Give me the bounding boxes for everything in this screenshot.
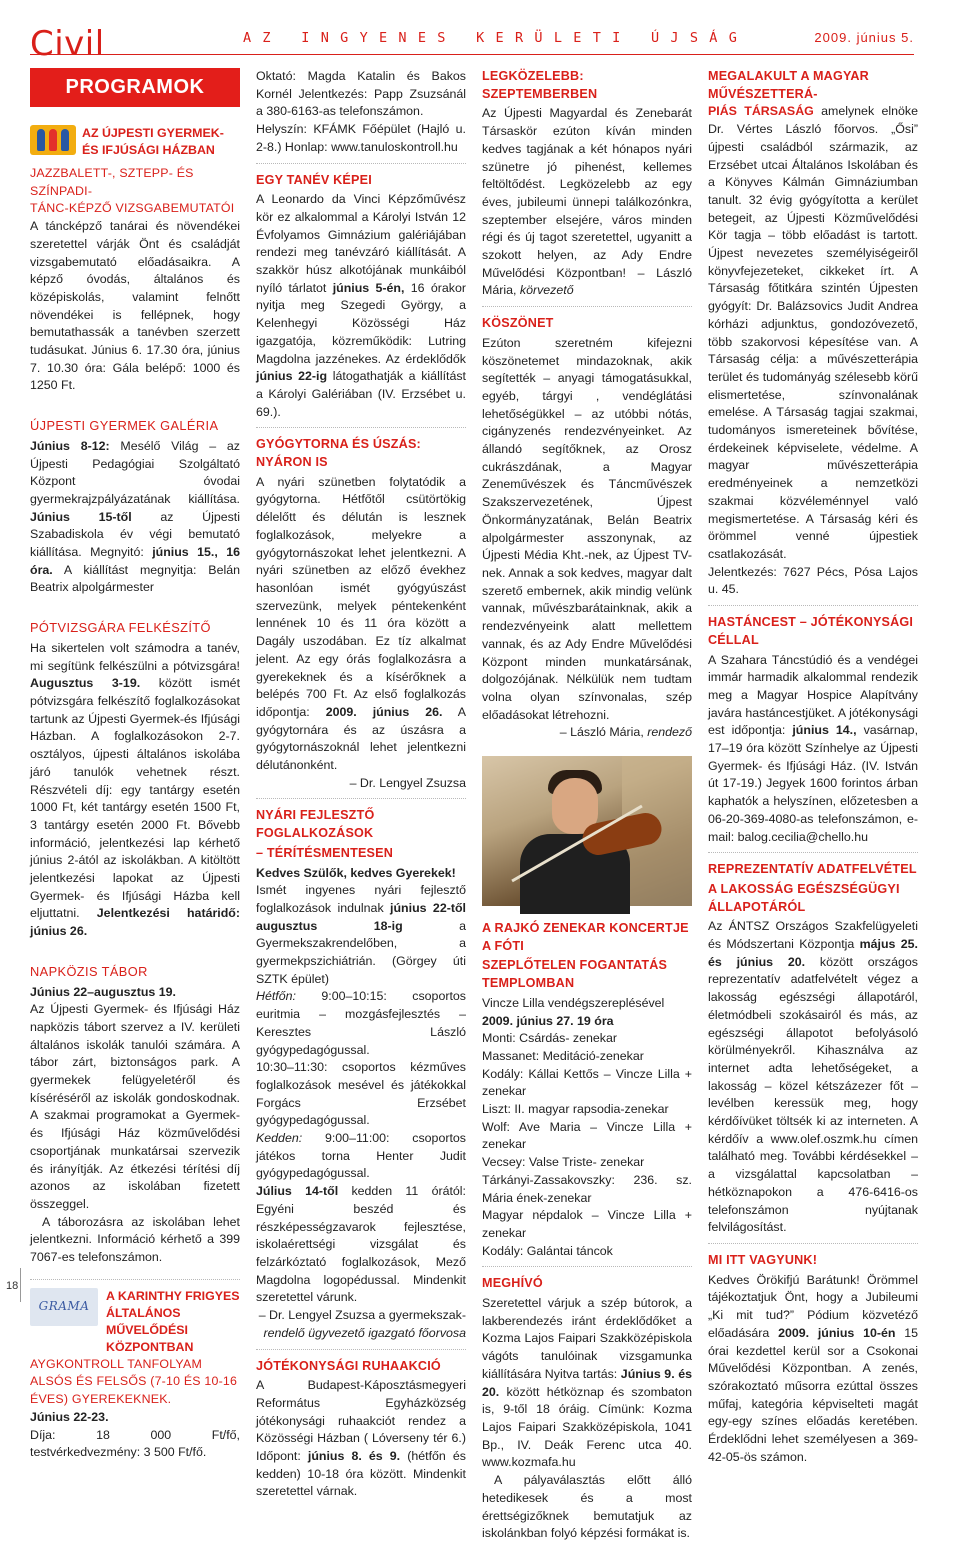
oktato-text: Oktató: Magda Katalin és Bakos Kornél Jelentkezés: Papp Zsuzsánál a 380-6163-as telefonszámon. (256, 69, 466, 119)
separator (30, 1279, 240, 1280)
violinist-photo (482, 756, 692, 906)
nyari-heading-1: NYÁRI FEJLESZTŐ FOGLALKOZÁSOK (256, 808, 375, 841)
gyogytorna-signature: – Dr. Lengyel Zsuzsa (349, 775, 466, 790)
aygkontroll-heading: AYGKONTROLL TANFOLYAM ALSÓS ÉS FELSŐS (7-10 ÉS 10-16 ÉVES) GYEREKEKNEK. (30, 1356, 238, 1407)
jatekonysagi-heading: JÓTÉKONYSÁGI RUHAAKCIÓ (256, 1358, 441, 1373)
gyermek-haz-title-line-1: AZ ÚJPESTI GYERMEK- (82, 126, 224, 140)
reprezentativ-heading-1: REPREZENTATÍV ADATFELVÉTEL (708, 862, 917, 877)
karinthy-title-line-2: ÁLTALÁNOS MŰVELŐDÉSI (106, 1305, 188, 1337)
gyogytorna-heading: GYÓGYTORNA ÉS ÚSZÁS: NYÁRON IS (256, 437, 421, 470)
gyermek-haz-heading (30, 125, 240, 159)
separator (256, 1349, 466, 1350)
aygkontroll-text: Díja: 18 000 Ft/fő, testvérkedvezmény: 3 500 Ft/fő. (30, 1427, 240, 1460)
programok-banner (30, 68, 240, 107)
list-item: Massanet: Meditáció-zenekar (482, 1048, 644, 1063)
rajko-date: 2009. június 27. 19 óra (482, 1013, 614, 1028)
rajko-subtitle: Vincze Lilla vendégszereplésével (482, 995, 665, 1010)
list-item: Kodály: Kállai Kettős – Vincze Lilla + zenekar (482, 1066, 692, 1099)
gyermek-haz-title-line-2: ÉS IFJÚSÁGI HÁZBAN (82, 143, 215, 157)
list-item: Magyar népdalok – Vincze Lilla + zenekar (482, 1208, 692, 1240)
egy-tanev-heading: EGY TANÉV KÉPEI (256, 172, 372, 187)
helyszin-text: Helyszín: KFÁMK Főépület (Hajló u. 2-8.) Honlap: www.tanuloskontroll.hu (256, 122, 466, 154)
nyari-text-1: Ismét ingyenes nyári fejlesztő foglalkozások indulnak június 22-től augusztus 18-ig a Gyermekszakrendelőben, a gyermekpszichiátrián. (Görgey úti SZTK épület) (256, 883, 466, 986)
list-item: Monti: Csárdás- zenekar (482, 1031, 617, 1046)
header-rule (30, 54, 914, 55)
column-1 (30, 68, 241, 1460)
page-number: 18 (6, 1280, 19, 1292)
nyari-text-2: Hétfőn: 9:00–10:15: csoportos euritmia – mozgásfejlesztés – Keresztes László gyógypedagógussal. (256, 989, 466, 1057)
separator (256, 798, 466, 799)
meghivo-text: Szeretettel várjuk a szép bútorok, a lakberendezés iránt érdeklődőket a Kozma Lajos Faipari Szakközépiskola vágóts tanulóinak vizsgamunka kiállítására Nyitva tartás: Június 9. és 20. között hétköznap és szombaton is, 9-től 18 óráig. Címünk: Kozma Lajos Faipari Szakközépiskola, 1041 Bp., IV. Deák Ferenc utca 40. www.kozmafa.hu (482, 1296, 692, 1470)
list-item: Kodály: Galántai táncok (482, 1243, 613, 1258)
aygkontroll-date: Június 22-23. (30, 1409, 109, 1424)
hastancest-text: A Szahara Táncstúdió és a vendégei immár harmadik alkalommal rendezik meg a Magyar Hospice Alapítvány javára hastáncestjüket. A jótékonysági est időpontja: június 14., vasárnap, 17–19 óra között Színhelye az Újpesti Gyermek- és Ifjúsági Ház. (IV. István út 17-19.) Jegyek 1600 forintos árban kaphatók a helyszínen, előzetesben a 06-20-369-4080-as telefonszámon, e-mail: balog.cecilia@chello.hu (708, 652, 919, 844)
separator (708, 852, 918, 853)
jazz-heading-1: JAZZBALETT-, SZTEPP- ÉS SZÍNPADI- (30, 166, 194, 198)
meghivo-heading: MEGHÍVÓ (482, 1276, 543, 1291)
separator (256, 427, 466, 428)
separator (256, 163, 466, 164)
potvizsga-heading: PÓTVIZSGÁRA FELKÉSZÍTŐ (30, 620, 211, 636)
napkozis-text-1: Az Újpesti Gyermek- és Ifjúsági Ház napközis tábort szervez a IV. kerületi általános iskolák tanulói számára. A tábor zárt, biztonságos park. A gyermekek felügyeletéről és kíséréséről az iskolák gondoskodnak. A szakmai programokat a Gyermek- és Ifjúsági Ház közművelődési csoportjának munkatársai szervezik és irányítják. Az étkezési térítési díj azonos az iskolában fizetett összeggel. (30, 1002, 240, 1211)
nyari-signature-1: – Dr. Lengyel Zsuzsa a gyermekszak- (258, 1308, 466, 1323)
page-header (0, 0, 960, 62)
reprezentativ-text: Az ÁNTSZ Országos Szakfelügyeleti és Módszertani Központja május 25. és június 20. között országos reprezentatív adatfelvételt végez a lakosság egészségi állapotáról, életmódbeli szokásairól és más, az egészségi állapotot befolyásoló körülményekről. Kihasználva az internet adta lehetőségeket, a lakosság – közel kétszázezer főt – levélben keressük meg, hogy kérdőívüket töltsék ki az interneten. A kérdőív a www.olef.oszmk.hu címen található meg. További kérdésekkel – a vizsgálattal kapcsolatban – hétköznapokon a 476-6416-os telefonszámon nyújtanak felvilágosítást. (708, 919, 918, 1235)
programok-title: PROGRAMOK (65, 75, 205, 98)
napkozis-text: Június 22–augusztus 19. (30, 984, 176, 999)
koszonet-signature: – László Mária, rendező (559, 725, 692, 740)
separator (708, 605, 918, 606)
nyari-greeting: Kedves Szülők, kedves Gyerekek! (256, 865, 456, 880)
koszonet-text: Ezúton szeretném kifejezni köszönetemet mindazoknak, akik segítették – anyagi támogatásukkal, egyéb, tárgyi , vendéglátási lehetőségükkel – az utóbbi nótás, cigányzenés rendezvényeinket. Az állandó segítőknek, az Orosz cukrászdának, a Magyar Zeneművészek és Táncművészek Szakszervezetének, Újpest Önkormányzatának, Belán Beatrix alpolgármester asszonynak, az Újpesti Média Kht.-nek, az Újpest TV-nek. Annak a sok kedves, magyar dalt szerető embernek, akik mindig velünk vannak, művészbarátainknak, akik a rendezvényeink alatt mellettem vannak, és az Ady Endre Művelődési Központ minden munkatársának, dolgozójának. Nélkülük nem tudtam volna olyan színvonalas, szép előadásokat létrehozni. (482, 335, 692, 722)
megalakult-text: PIÁS TÁRSASÁG amelynek elnöke Dr. Vértes László főorvos. „Ősi” újpesti családból származik, az Erzsébet utcai Általános Iskolában és a Könyves Kálmán Gimnáziumban tanult. 32 évig gyógyította a kerület betegeit, az Újpesti Közművelődési Kör tagja – több előadást is tartott. Újpest nevezetes személyiségeiről könyvfejezeteket, cikkeket írt. A Társaság főtitkára szintén Újpesten gyógyít: Dr. Balázsovics Judit Andrea kórházi adjunktus, gondozóvezető, több szakorvosi képesítése van. A Társaság célja: a művészetterápia terület és tudományág szélesebb körű elismertetése, színvonalának emelése. A Társaság tagjai szakmai, tudományos ismereteinek bővítése, érdekeinek képviselete, védelme. A magyar művészetterápia eredményeinek a nemzetközi szakmai közvéleménnyel való megismertetése. A Társaság kéri és örömmel venné újpestiek csatlakozását. (708, 104, 918, 561)
karinthy-logo-icon: GRAMA (30, 1288, 98, 1326)
rajko-heading-1: A RAJKÓ ZENEKAR KONCERTJE A FÓTI (482, 921, 689, 953)
szeptemberben-heading: LEGKÖZELEBB: SZEPTEMBERBEN (482, 69, 598, 101)
megalakult-contact: Jelentkezés: 7627 Pécs, Pósa Lajos u. 45. (708, 564, 918, 597)
jazz-text: A táncképző tanárai és növendékei szeretettel várják Önt és családját vizsgabemutató előadásaikra. A képző óvodás, általános és középiskolás, valamint felnőtt növendékei is fellépnek, hogy bemutathassák a tanévben szerzett tudásukat. Június 6. 17.30 óra, június 7. 10.30 óra: Gála belépő: 1000 és 1250 Ft. (30, 219, 240, 393)
list-item: Vecsey: Valse Triste- zenekar (482, 1155, 645, 1170)
section-title: Civil (30, 24, 105, 64)
egy-tanev-text: A Leonardo da Vinci Képzőművész kör ez alkalommal a Károlyi István 12 Évfolyamos Gimnázium galériájában rendezi meg tanévzáró kiállítását. A szakkör húsz alkotójának munkáiból nyíló tárlatot június 5-én, 16 órakor nyitja meg Szegedi György, a Kelenhegyi Közösségi Ház igazgatója, közreműködik: Lutring Magdolna jazzénekes. Az érdeklődők június 22-ig látogathatják a kiállítást a Károlyi Galériában (IV. Erzsébet u. 69.). (256, 192, 466, 419)
rajko-program-list (482, 1030, 692, 1260)
szeptemberben-text: Az Újpesti Magyardal és Zenebarát Társaskör ezúton kíván minden kedves tagjának a két hónapos nyári szünetre jó pihenést, kellemes feltöltődést. Legközelebb az egy éves, jubileumi ünnepi találkozónkra, szeptember elsejére, város minden régi és új tagot szeretettel, ugyanitt a szokott helyen, az Ady Endre Művelődési Központban! – László Mária, körvezető (482, 106, 692, 298)
jazz-heading-2: TÁNC-KÉPZŐ VIZSGABEMUTATÓI (30, 201, 235, 216)
nyari-text-4: Kedden: 9:00–11:00: csoportos játékos torna Henter Judit gyógypedagógussal. (256, 1131, 466, 1181)
napkozis-text-2: A táborozásra az iskolában lehet jelentkezni. Információ kérhető a 399 7067-es telefonszámon. (30, 1214, 240, 1265)
karinthy-heading (30, 1288, 240, 1356)
nyari-signature-2: rendelő ügyvezető igazgató főorvosa (263, 1325, 466, 1340)
rajko-heading-2: SZEPLŐTELEN FOGANTATÁS TEMPLOMBAN (482, 958, 668, 991)
separator (482, 1266, 692, 1267)
column-4 (708, 68, 919, 1464)
column-3 (482, 68, 692, 1541)
napkozis-heading: NAPKÖZIS TÁBOR (30, 963, 148, 979)
karinthy-title-line-1: A KARINTHY FRIGYES (106, 1288, 240, 1303)
jatekonysagi-text: A Budapest-Káposztásmegyeri Református Egyházközség jótékonysági ruhaakciót rendez a Közösségi Házban ( Lóverseny tér 6.) Időpont: június 8. és 9. (hétfőn és kedden) 10-18 óra között. Mindenkit szeretettel várnak. (256, 1378, 466, 1499)
mi-itt-vagyunk-heading: MI ITT VAGYUNK! (708, 1253, 818, 1267)
list-item: Liszt: II. magyar rapsodia-zenekar (482, 1102, 669, 1117)
list-item: Tárkányi-Zassakovszky: 236. sz. Mária ének-zenekar (482, 1172, 692, 1205)
hastancest-heading: HASTÁNCEST – JÓTÉKONYSÁGI CÉLLAL (708, 615, 914, 647)
nyari-heading-2: – TÉRÍTÉSMENTESEN (256, 845, 394, 860)
gyermek-haz-logo-icon (30, 125, 76, 155)
list-item: Wolf: Ave Maria – Vincze Lilla + zenekar (482, 1119, 692, 1152)
page-number-rule (20, 1268, 21, 1302)
nyari-text-3: 10:30–11:30: csoportos kézműves foglalkozások mesével és játékokkal Forgács Erzsébet gyógypedagógussal. (256, 1060, 466, 1128)
separator (708, 1243, 918, 1244)
galeria-text: Június 8-12: Mesélő Világ – az Újpesti Pedagógiai Szolgáltató Központ óvodai gyermekrajzpályázatának kiállítása. Június 15-től az Újpesti Szabadiskola év végi bemutató kiállítása. Megnyitó: június 15., 16 óra. A kiállítást megnyitja: Belán Beatrix alpolgármester (30, 438, 240, 595)
column-2 (256, 68, 467, 1499)
issue-date: 2009. június 5. (814, 30, 914, 45)
karinthy-title-line-3: KÖZPONTBAN (106, 1339, 194, 1354)
mi-itt-vagyunk-text: Kedves Örökifjú Barátunk! Örömmel tájékoztatjuk Önt, hogy a Jubileumi „Ki mit tud?” Pódium közvetéző előadására 2009. június 10-én 15 órai kezdettel kerül sor a Csokonai Művelődési Központban. A zenés, szórakoztató műsorra ezúttal összes műfaj, kategória képviselteti magát egy-egy színes előadás keretében. Érdeklődni lehet személyesen a 369-42-05-ös számon. (708, 1272, 918, 1464)
gyogytorna-text: A nyári szünetben folytatódik a gyógytorna. Hétfőtől csütörtökig délelőtt és délután is lesznek foglalkozások, melyekre a gyógytornászokat lehet jelentkezni. A nyári szünetben az előző évekhez hasonlóan ismét gyógyúszást szervezünk, melyek péntekenként lennének 10 és 11 óra között a Dagály uszodában. Ez tíz alkalmat jelent. Az egy órás foglalkozásra a gyerekeknek és a kísérőknek a belépés 700 Ft. Az első foglalkozás időpontja: 2009. június 26. A gyógytornára és az úszásra a gyógytornászoknál lehet jelentkezni délutánonként. (256, 474, 466, 773)
meghivo-text-2: A pályaválasztás előtt álló hetedikesek és a most érettségizőknek bemutatjuk az iskolánkban folyó képzési formákat is. (482, 1473, 692, 1541)
reprezentativ-heading-2: A LAKOSSÁG EGÉSZSÉGÜGYI ÁLLAPOTÁRÓL (708, 881, 900, 914)
galeria-heading: ÚJPESTI GYERMEK GALÉRIA (30, 418, 219, 434)
newspaper-name: AZ INGYENES KERÜLETI ÚJSÁG (243, 30, 749, 46)
separator (482, 306, 692, 307)
potvizsga-text: Ha sikertelen volt számodra a tanév, mi segítünk felkészülni a pótvizsgára! Augusztus 3-19. között ismét pótvizsgára felkészítő foglalkozásokat tartunk az Újpesti Gyermek-és Ifjúsági Házban. A foglalkozásokon 2-7. osztályos, újpesti általános iskolába járó tanulók vehetnek részt. Részvételi díj: egy tantárgy esetén 1000 Ft, két tantárgy esetén 1500 Ft, 3 tantárgy esetén 2000 Ft. Bővebb információ, jelentkezési lap kérhető június 2-ától az iskolákban. A kitöltött jelentkezési lapokat az Újpesti Gyermek- és Ifjúsági Házba kell eljuttatni. Jelentkezési határidő: június 26. (30, 640, 241, 939)
koszonet-heading: KÖSZÖNET (482, 316, 554, 331)
megalakult-heading-1: MEGALAKULT A MAGYAR MŰVÉSZETTERÁ- (708, 69, 869, 101)
nyari-text-5: Július 14-től kedden 11 órától: Egyéni beszéd és részképességzavarok fejlesztése, iskolaérettségi vizsgálat és felzárkóztató foglalkozások, Mező Magdolna logopédussal. Mindenkit szeretettel várunk. (256, 1184, 467, 1305)
